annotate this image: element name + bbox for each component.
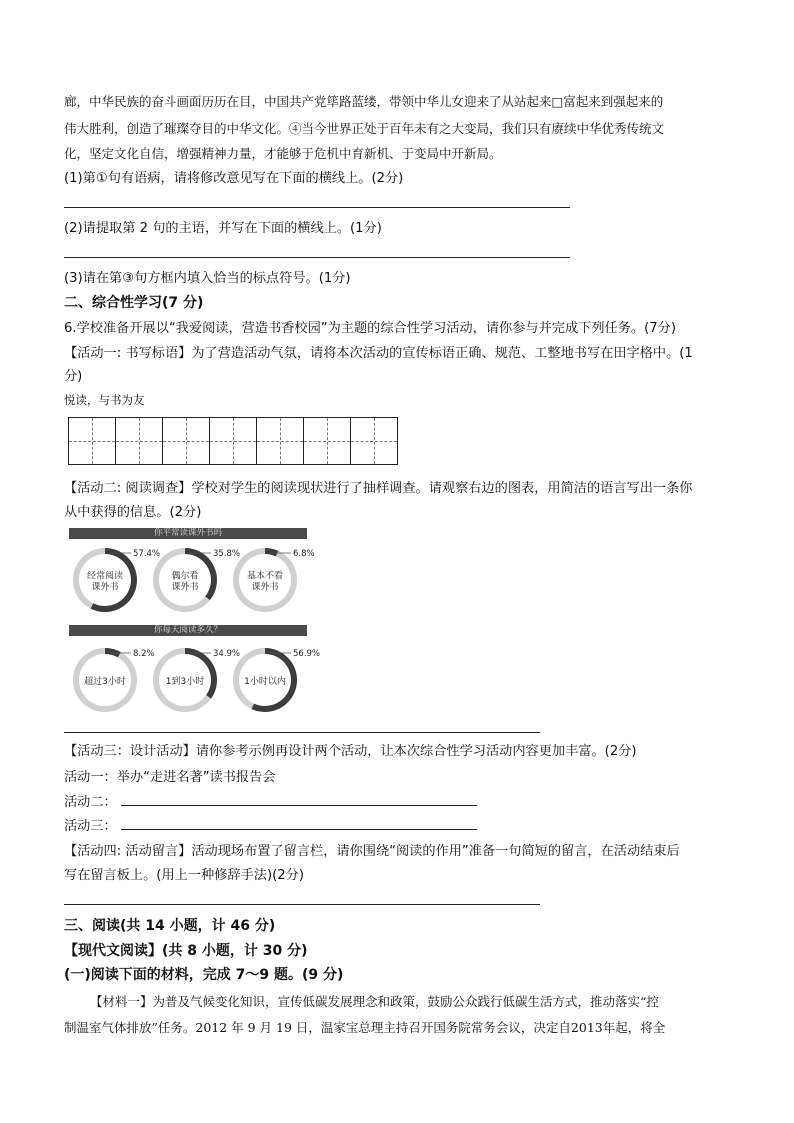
reading-part-1-title: (一)阅读下面的材料，完成 7～9 题。(9 分) <box>64 967 344 983</box>
donut-value-label: 56.9% <box>293 649 321 659</box>
donut-category-label: 课外书 <box>171 582 199 593</box>
grid-cell[interactable] <box>257 418 304 464</box>
activity-2-line-1: 【活动二: 阅读调查】学校对学生的阅读现状进行了抽样调查。请观察右边的图表，用简洁的语言写出一条你 <box>64 481 693 496</box>
activity-1-line-1: 【活动一: 书写标语】为了营造活动气氛，请将本次活动的宣传标语正确、规范、工整地书写在田字格中。(1 <box>64 346 693 361</box>
donut-category-label: 1到3小时 <box>165 677 205 687</box>
activity-4-line-1: 【活动四: 活动留言】活动现场布置了留言栏，请你围绕“阅读的作用”准备一句简短的留言，在活动结束后 <box>64 844 680 859</box>
grid-cell[interactable] <box>210 418 257 464</box>
section-3-title: 三、阅读(共 14 小题，计 46 分) <box>64 918 276 934</box>
chart-2-donuts <box>60 642 330 714</box>
question-2: (2)请提取第 2 句的主语，并写在下面的横线上。(1分) <box>64 221 382 236</box>
passage-line-2: 伟大胜利，创造了璀璨夺目的中华文化。④当今世界正处于百年未有之大变局，我们只有赓续中华优秀传统文 <box>64 121 665 136</box>
donut-value-label: 35.8% <box>213 549 241 559</box>
answer-line-1[interactable] <box>64 207 570 208</box>
activity-4-line-2: 写在留言板上。(用上一种修辞手法)(2分) <box>64 868 304 883</box>
donut-category-label: 经常阅读 <box>86 571 124 582</box>
passage-line-1: 廊，中华民族的奋斗画面历历在目，中国共产党筚路蓝缕，带领中华儿女迎来了从站起来□富起来到强起来的 <box>64 94 664 109</box>
chart-1-donuts <box>60 542 330 614</box>
section-3-subtitle: 【现代文阅读】(共 8 小题，计 30 分) <box>64 943 308 959</box>
answer-line-activity-4[interactable] <box>64 904 540 905</box>
donut-value-label: 8.2% <box>133 649 155 659</box>
activity-3-example: 活动一：举办“走进名著”读书报告会 <box>64 770 276 785</box>
question-1: (1)第①句有语病，请将修改意见写在下面的横线上。(2分) <box>64 171 404 186</box>
donut-category-label: 偶尔看 <box>171 571 199 582</box>
activity-3-item-2-line[interactable] <box>121 805 477 806</box>
donut-category-label: 超过3小时 <box>84 677 126 687</box>
material-1-line-1: 【材料一】为普及气候变化知识，宣传低碳发展理念和政策，鼓励公众践行低碳生活方式，推动落实“控 <box>90 994 659 1009</box>
grid-cell[interactable] <box>163 418 210 464</box>
chart-2-banner: 你每天阅读多久？ <box>69 625 307 636</box>
activity-3-prompt: 【活动三：设计活动】请你参考示例再设计两个活动，让本次综合性学习活动内容更加丰富。(2分) <box>64 744 637 759</box>
grid-cell[interactable] <box>304 418 351 464</box>
activity-3-item-2-label: 活动二： <box>64 795 117 810</box>
grid-cell[interactable] <box>116 418 163 464</box>
tianzige-grid[interactable] <box>68 417 398 465</box>
material-1-line-2: 制温室气体排放”任务。2012 年 9 月 19 日，温家宝总理主持召开国务院常务会议，决定自2013年起，将全 <box>64 1020 666 1035</box>
grid-cell[interactable] <box>69 418 116 464</box>
section-2-title: 二、综合性学习(7 分) <box>64 295 204 311</box>
slogan-text: 悦读，与书为友 <box>64 393 145 407</box>
donut-value-label: 57.4% <box>133 549 161 559</box>
chart-1-banner: 你平常读课外书吗 <box>69 528 307 539</box>
donut-category-label: 1小时以内 <box>244 677 286 687</box>
grid-cell[interactable] <box>351 418 397 464</box>
donut-arc <box>185 651 214 697</box>
question-6: 6.学校准备开展以“我爱阅读，营造书香校园”为主题的综合性学习活动，请你参与并完成下列任务。(7分) <box>64 321 676 336</box>
donut-value-label: 6.8% <box>293 549 315 559</box>
activity-1-line-2: 分) <box>64 369 83 384</box>
donut-category-label: 课外书 <box>251 582 279 593</box>
activity-2-line-2: 从中获得的信息。(2分) <box>64 505 202 520</box>
activity-3-item-3-line[interactable] <box>121 829 477 830</box>
answer-line-activity-2[interactable] <box>64 732 540 733</box>
donut-category-label: 课外书 <box>91 582 119 593</box>
donut-category-label: 基本不看 <box>246 571 284 582</box>
passage-line-3: 化，坚定文化自信，增强精神力量，才能够于危机中育新机、于变局中开新局。 <box>64 146 502 161</box>
activity-3-item-3-label: 活动三： <box>64 819 117 834</box>
donut-value-label: 34.9% <box>213 649 241 659</box>
question-3: (3)请在第③句方框内填入恰当的标点符号。(1分) <box>64 271 351 286</box>
answer-line-2[interactable] <box>64 257 570 258</box>
